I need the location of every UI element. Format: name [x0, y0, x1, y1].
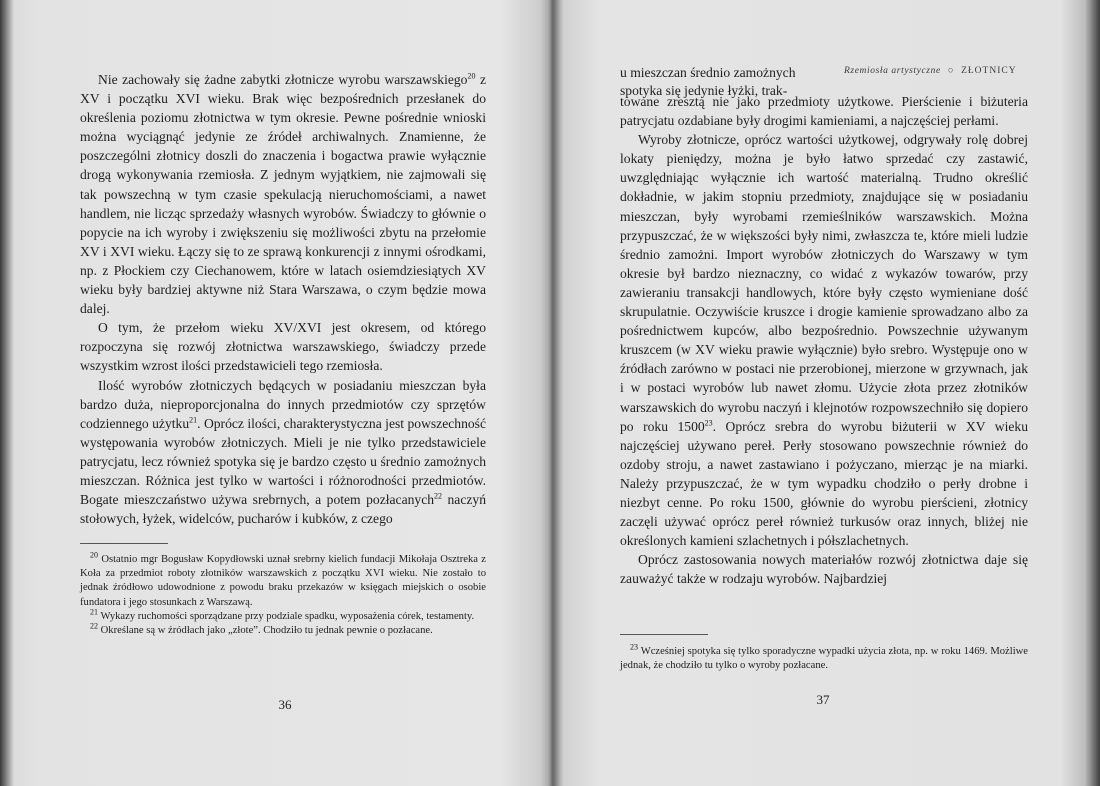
footnote-rule — [620, 634, 708, 635]
footnote: $^{21}$ Wykazy ruchomości sporządzane przy podziale spadku, wyposażenia córek, testamenty. — [90, 607, 475, 622]
paragraph: Oprócz zastosowania nowych materiałów rozwój złotnictwa daje się zauważyć także w rodzaju wyrobów. Najbardziej — [620, 552, 1028, 587]
footnote-rule — [80, 543, 168, 544]
paragraph: Wyroby złotnicze, oprócz wartości użytkowej, odgrywały rolę dobrej lokaty pieniędzy, można je było łatwo sprzedać czy zastawić, uwzględniając wyłącznie ich wartość materialną. Trudno określić dokładnie, w jakim stopniu przedmioty, znajdujące się w posiadaniu mieszczan, były wyrobami rzemieślników warszawskich. Można przypuszczać, że w większości były nimi, zwłaszcza te, które mieli ludzie średnio zamożni. Import wyrobów złotniczych do Warszawy w tym okresie był bardzo nieznaczny, co widać z wykazów towarów, przy zawieraniu transakcji handlowych, które były często wymieniane dość skrupulatnie. Oczywiście kruszce i drogie kamienie sprowadzano albo za pośrednictwem kupców, albo bezpośrednio. Powszechnie używanym kruszcem (w XV wieku prawie wyłącznie) było srebro. Występuje ono w źródłach zarówno w postaci nie przerobionej, mierzone w grzywnach, jak i w postaci wyrobów lub nawet złomu. Użycie złota przez złotników warszawskich do wyrobu naczyń i klejnotów rozpowszechniło się dopiero po roku 1500$^{23}$. Oprócz srebra do wyrobu biżuterii w XV wieku najczęściej używano pereł. Perły stosowano powszechnie również do ozdoby stroju, a nawet zastawiano i pożyczano, mierząc je na miarki. Należy przypuszczać, że w tym wypadku chodziło o perły drobne i niezbyt cenne. Po roku 1500, głównie do wyrobu pierścieni, złotnicy zaczęli używać oprócz pereł również turkusów oraz innych, bliżej nie określonych kamieni szlachetnych i półszlachetnych. — [620, 132, 1028, 549]
page-number-right: 37 — [816, 692, 830, 707]
right-body-text — [620, 92, 1028, 588]
footnote-ref: 22 — [434, 491, 443, 501]
paragraph: Ilość wyrobów złotniczych będących w posiadaniu mieszczan była bardzo duża, nieproporcjonalna do innych przedmiotów czy sprzętów codziennego użytku$^{21}$. Oprócz ilości, charakterystyczna jest powszechność występowania wyrobów złotniczych. Mieli je nie tylko przedstawiciele patrycjatu, lecz również spotyka się je bardzo często u średnio zamożnych mieszczan. Różnica jest tylko w wartości i różnorodności przedmiotów. Bogate mieszczaństwo używa srebrnych, a potem pozłacanych$^{22}$ naczyń stołowych, łyżek, widelców, pucharów i kubków, z czego — [80, 377, 486, 527]
paragraph: O tym, że przełom wieku XV/XVI jest okresem, od którego rozpoczyna się rozwój złotnictwa warszawskiego, świadczy przede wszystkim wzrost ilości przedstawicieli tego rzemiosła. — [80, 320, 486, 374]
footnote-number: 22 — [90, 621, 98, 631]
left-body-text — [80, 70, 486, 528]
footnote-ref: 21 — [189, 415, 198, 425]
left-footnotes — [80, 550, 486, 638]
right-second-line: spotyka się jedynie łyżki, trak- — [620, 83, 788, 98]
right-first-line: u mieszczan średnio zamożnych — [620, 65, 796, 80]
running-head-chapter: ZŁOTNICY — [961, 66, 1017, 76]
footnote-ref: 23 — [704, 418, 713, 428]
right-page — [552, 0, 1100, 786]
paragraph: Nie zachowały się żadne zabytki złotnicze wyrobu warszawskiego$^{20}$ z XV i początku XVI wieku. Brak więc bezpośrednich przesłanek do określenia poziomu złotnictwa w tym okresie. Pewne pośrednie wnioski można wyciągnąć jedynie ze źródeł archiwalnych. Znamienne, że poszczególni złotnicy doszli do znaczenia i bogactwa prawie wyłącznie drogą wykonywania rzemiosła. Z jednym wyjątkiem, nie zajmowali się tak powszechną w tym czasie spekulacją nieruchomościami, a nawet handlem, nie licząc sprzedaży własnych wyrobów. Świadczy to głównie o popycie na ich wyroby i zwiększeniu się możliwości zbytu na przełomie XV i XVI wieku. Łączy się to ze sprawą konkurencji z innymi ośrodkami, np. z Płockiem czy Ciechanowem, które w latach osiemdziesiątych XV wieku były bardziej aktywne niż Stara Warszawa, o czym będzie mowa dalej. — [80, 71, 486, 317]
book-gutter — [540, 0, 564, 786]
running-head-section: Rzemiosła artystyczne — [844, 66, 941, 76]
footnote-number: 23 — [630, 642, 638, 652]
footnote: $^{23}$ Wcześniej spotyka się tylko sporadyczne wypadki użycia złota, np. w roku 1469. Możliwe jednak, że chodziło tu tylko o wyroby pozłacane. — [620, 642, 1028, 672]
footnote-number: 20 — [90, 550, 98, 560]
footnote: $^{22}$ Określane są w źródłach jako „złote”. Chodziło tu jednak pewnie o pozłacane. — [90, 621, 433, 637]
running-head-separator: ○ — [947, 66, 955, 76]
footnote-number: 21 — [90, 607, 98, 617]
footnote-ref: 20 — [467, 71, 476, 81]
right-footnotes — [620, 642, 1028, 673]
running-head — [844, 66, 1017, 76]
page-number-left: 36 — [278, 697, 292, 712]
paragraph: towane zresztą nie jako przedmioty użytkowe. Pierścienie i biżuteria patrycjatu ozdabiane były drogimi kamieniami, a najczęściej perłami. — [620, 94, 1028, 129]
footnote: $^{20}$ Ostatnio mgr Bogusław Kopydłowski uznał srebrny kielich fundacji Mikołaja Osztreka z Koła za przedmiot roboty złotników warszawskich z początku XVI wieku. Nie zostało to jednak źródłowo udowodnione z powodu braku przekazów w księgach miejskich o osobie fundatora i jego stosunkach z Warszawą. — [80, 550, 486, 608]
